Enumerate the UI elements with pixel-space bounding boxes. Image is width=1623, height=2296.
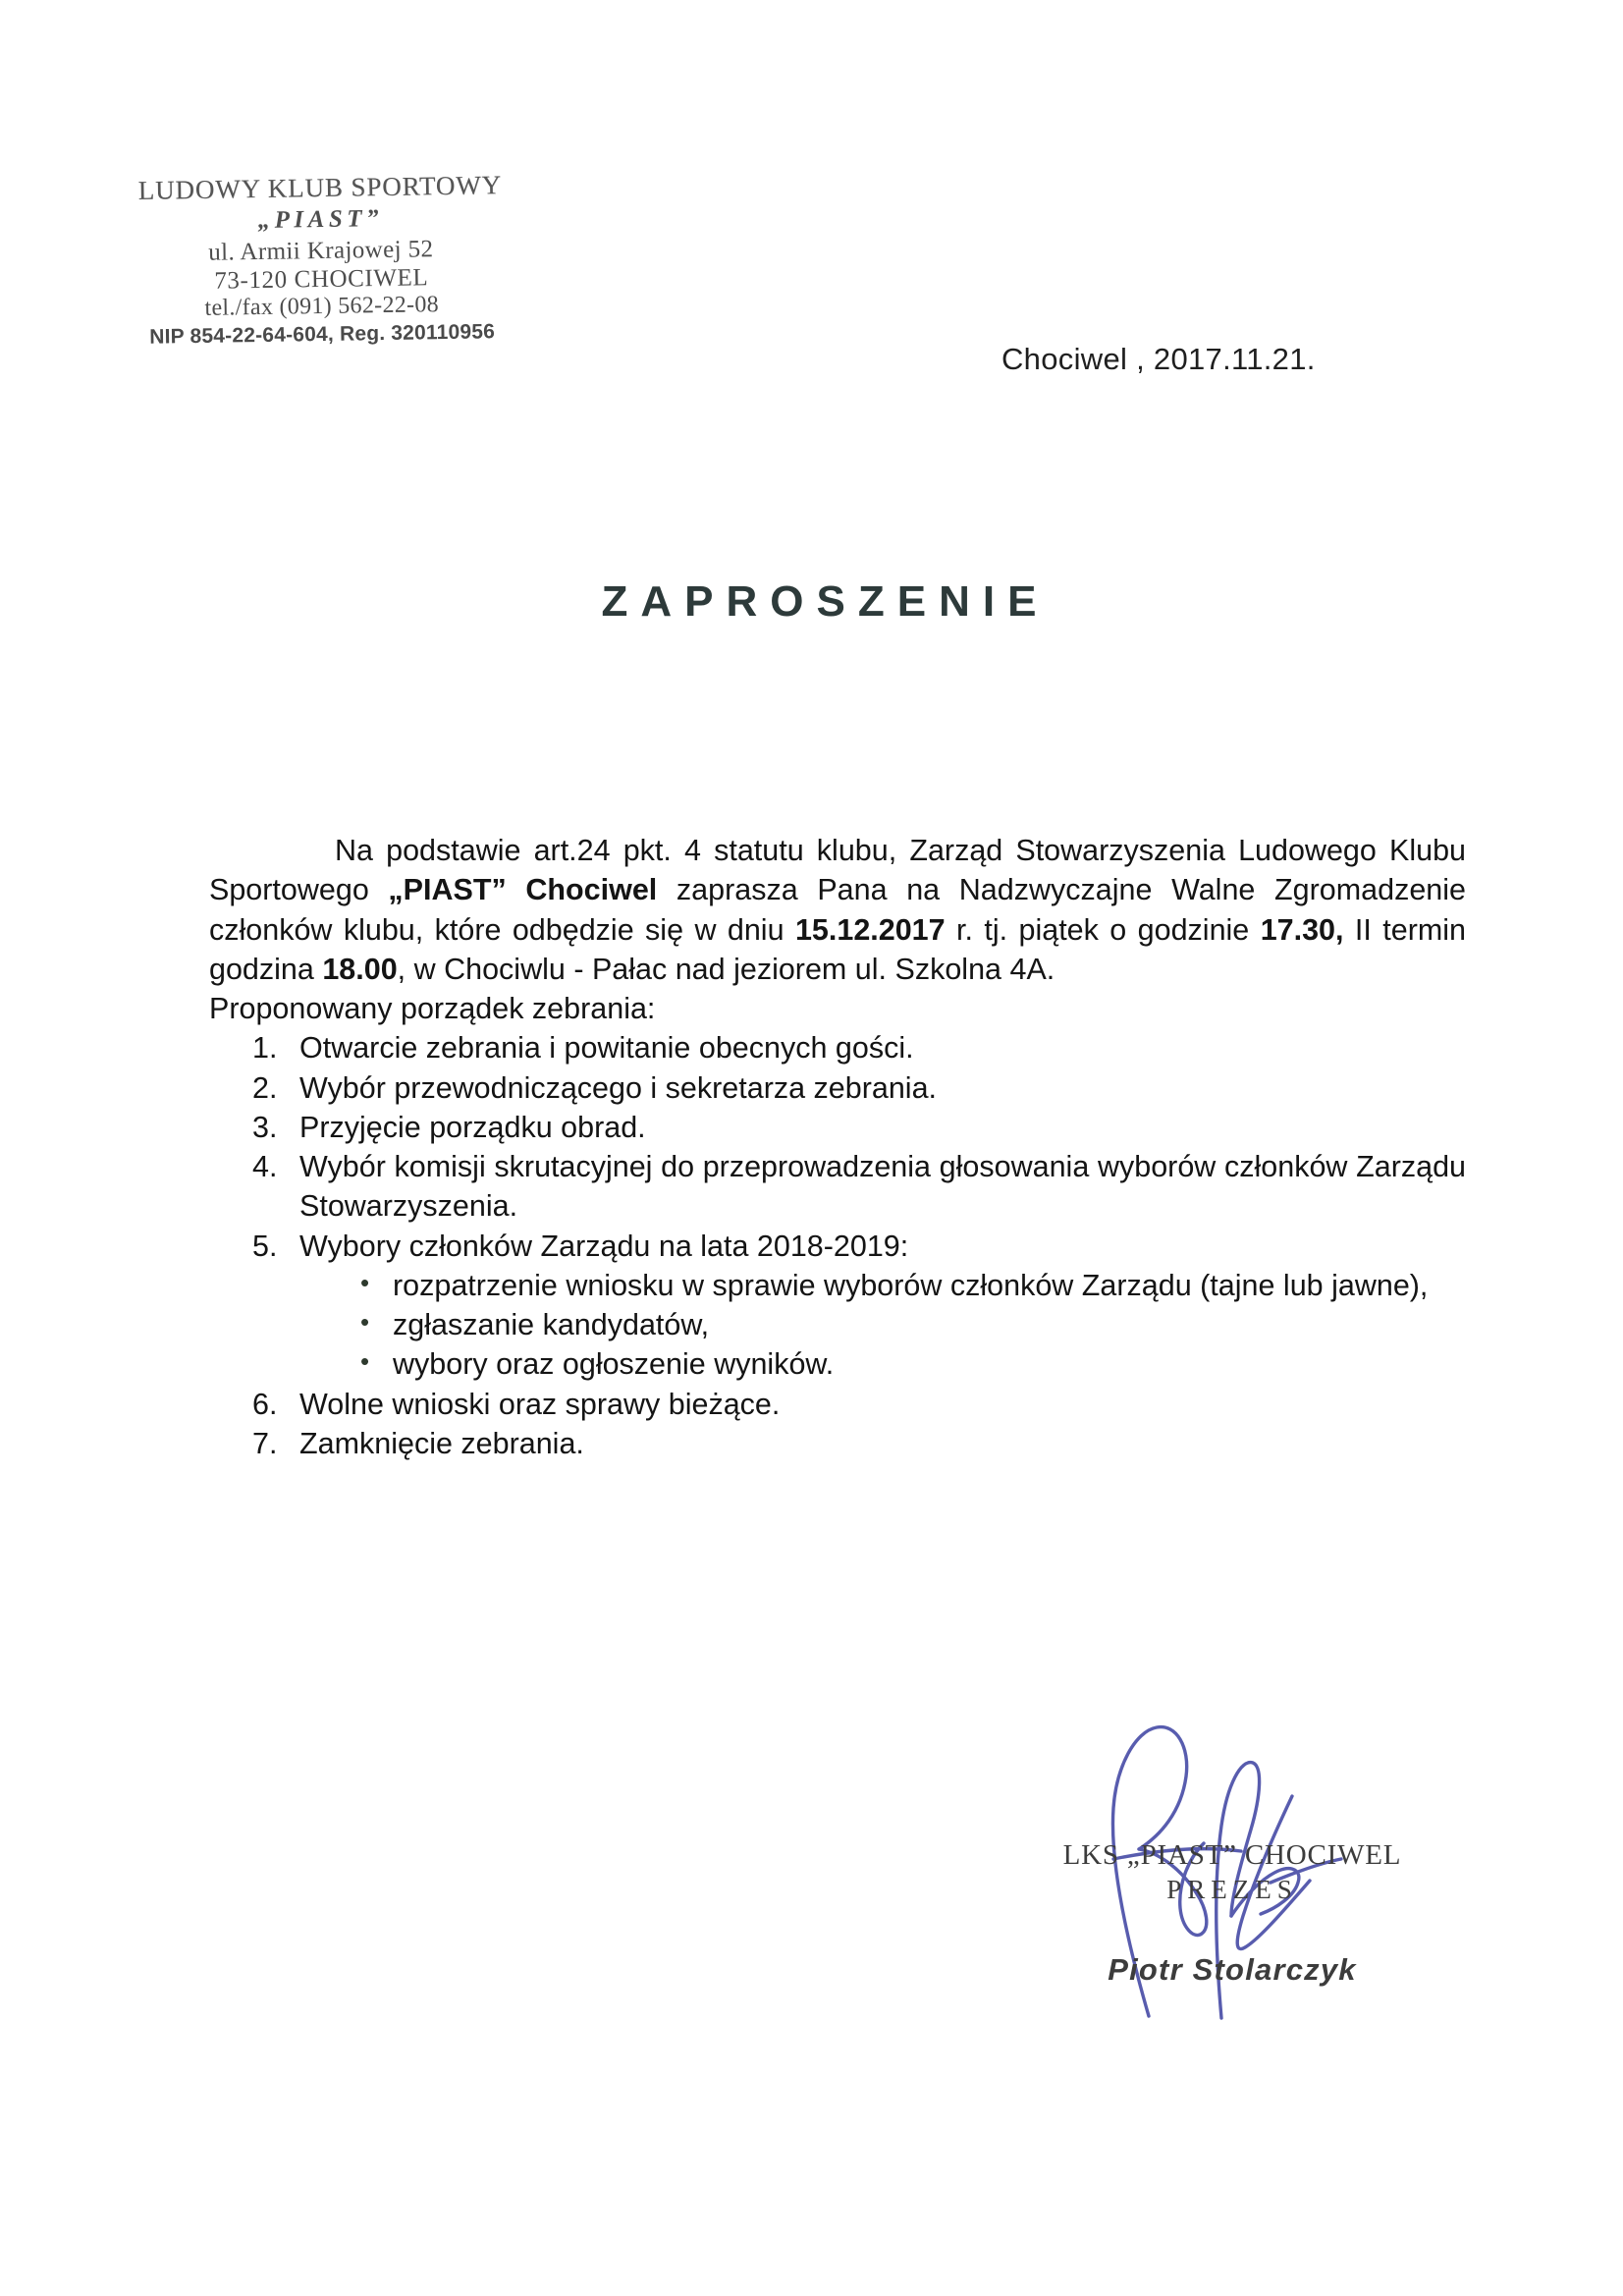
signature-block [1001,1714,1463,2106]
agenda-heading: Proponowany porządek zebrania: [209,992,656,1025]
agenda-item-number: 6. [252,1387,278,1421]
stamp-club-name: „PIAST” [257,205,384,235]
agenda-item [209,1068,1466,1108]
intro-text-part4: II termin godzina [209,912,1466,986]
agenda-item-label: Wybór komisji skrutacyjnej do przeprowadzenia głosowania wyborów członków Zarządu Stowarzyszenia. [299,1150,1466,1224]
stamp-city: 73-120 CHOCIWEL [214,264,429,296]
agenda-item-number: 5. [252,1229,278,1263]
meeting-date-emphasis: 15.12.2017 [794,912,946,947]
agenda-sublist [299,1266,1466,1385]
agenda-item-number: 4. [252,1150,278,1183]
bullet-icon: • [360,1346,370,1377]
agenda-list [209,1028,1466,1463]
agenda-item-number: 7. [252,1426,278,1460]
agenda-item-number: 2. [252,1070,278,1105]
agenda-item-label: Wybory członków Zarządu na lata 2018-2019: [299,1229,909,1263]
agenda-subitem [299,1344,1466,1384]
agenda-item-label: Przyjęcie porządku obrad. [299,1110,646,1144]
agenda-item [209,1385,1466,1424]
page-title: ZAPROSZENIE [601,577,1050,626]
intro-text-part3: r. tj. piątek o godzinie [945,912,1261,947]
meeting-time-second: 18.00 [322,952,398,986]
bullet-icon: • [360,1307,370,1337]
signature-organization: LKS „PIAST” CHOCIWEL [1062,1839,1402,1871]
agenda-subitem-label: wybory oraz ogłoszenie wyników. [393,1347,835,1382]
signature-name: Piotr Stolarczyk [1108,1952,1357,1987]
agenda-subitem [299,1305,1466,1344]
intro-paragraph [209,831,1466,989]
agenda-subitem-label: zgłaszanie kandydatów, [393,1308,710,1341]
agenda-item [209,1147,1466,1227]
agenda-item [209,1028,1466,1067]
stamp-nip-reg: NIP 854-22-64-604, Reg. 320110956 [149,320,496,349]
agenda-item-label: Zamknięcie zebrania. [299,1426,584,1460]
agenda-subitem [299,1266,1466,1305]
stamp-street: ul. Armii Krajowej 52 [208,236,434,267]
organization-stamp [89,169,554,351]
agenda-item-label: Wybór przewodniczącego i sekretarza zebrania. [299,1070,938,1105]
agenda-item-label: Otwarcie zebrania i powitanie obecnych gości. [299,1031,914,1066]
document-body [209,831,1466,1463]
intro-text-part2: zaprasza Pana na Nadzwyczajne Walne Zgromadzenie członków klubu, które odbędzie się w dniu [209,873,1466,947]
agenda-item [209,1227,1466,1385]
agenda-subitem-label: rozpatrzenie wniosku w sprawie wyborów członków Zarządu (tajne lub jawne), [393,1268,1429,1302]
club-name-emphasis: „PIAST” Chociwel [388,873,658,907]
stamp-phone: tel./fax (091) 562-22-08 [204,292,440,322]
place-and-date: Chociwel , 2017.11.21. [1001,342,1316,376]
meeting-time-first: 17.30, [1260,912,1344,947]
agenda-item [209,1108,1466,1147]
signature-role: PREZES [1166,1875,1298,1904]
agenda-item-number: 3. [252,1110,278,1144]
agenda-item-label: Wolne wnioski oraz sprawy bieżące. [299,1387,781,1421]
signature-stamp [1001,1839,1463,1988]
stamp-org-name: LUDOWY KLUB SPORTOWY [137,170,503,205]
agenda-item [209,1424,1466,1463]
intro-text-part5: , w Chociwlu - Pałac nad jeziorem ul. Szkolna 4A. [397,952,1055,986]
intro-text-part1: Na podstawie art.24 pkt. 4 statutu klubu, Zarząd Stowarzyszenia Ludowego Klubu Sportowego [209,834,1466,907]
bullet-icon: • [360,1267,370,1297]
agenda-item-number: 1. [252,1031,278,1066]
